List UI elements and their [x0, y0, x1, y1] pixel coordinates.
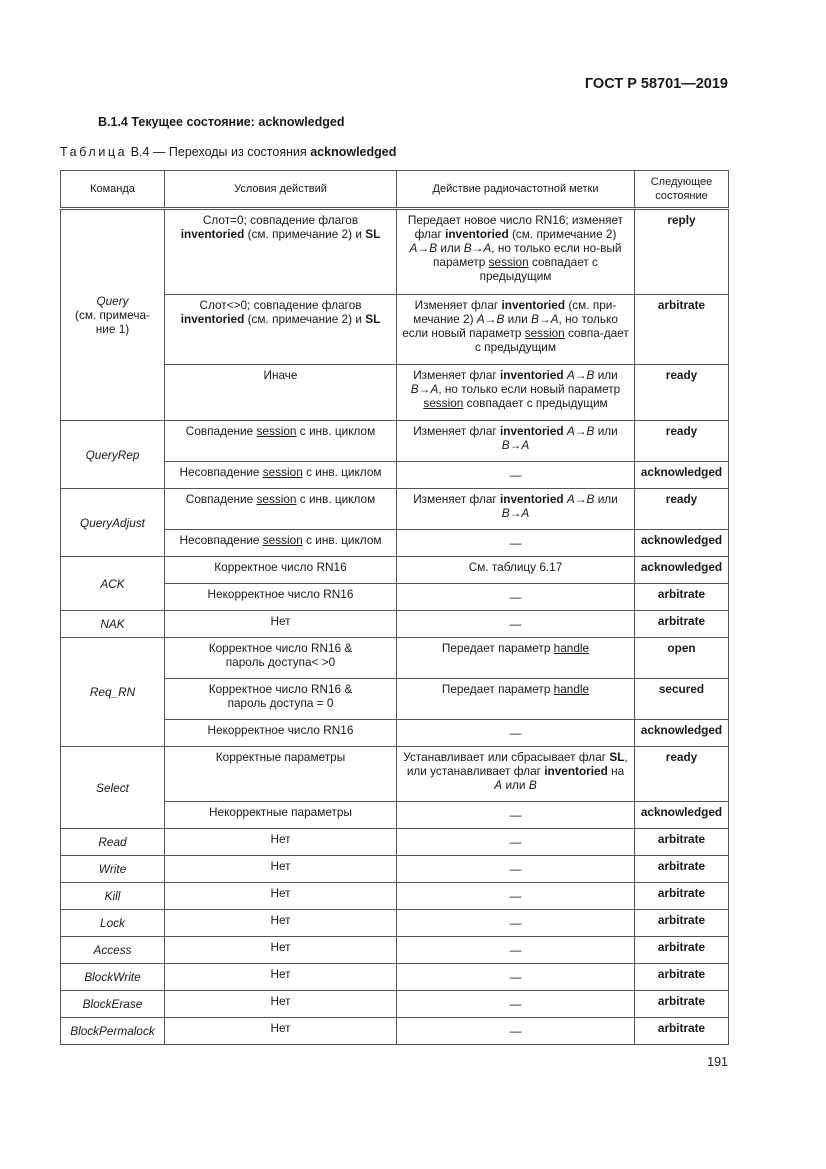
action-cell: —: [397, 910, 635, 937]
header-next-state: Следующее состояние: [635, 171, 729, 209]
next-state-cell: arbitrate: [635, 829, 729, 856]
condition-cell: Несовпадение session с инв. циклом: [165, 530, 397, 557]
condition-cell: Нет: [165, 910, 397, 937]
action-cell: Изменяет флаг inventoried A→B или B→A: [397, 421, 635, 462]
condition-cell: Слот<>0; совпадение флагов inventoried (см. примечание 2) и SL: [165, 295, 397, 365]
command-cell: Lock: [61, 910, 165, 937]
condition-cell: Нет: [165, 883, 397, 910]
command-cell: BlockPermalock: [61, 1018, 165, 1045]
action-cell: —: [397, 530, 635, 557]
condition-cell: Некорректное число RN16: [165, 720, 397, 747]
next-state-cell: secured: [635, 679, 729, 720]
next-state-cell: acknowledged: [635, 462, 729, 489]
section-title: В.1.4 Текущее состояние: acknowledged: [98, 115, 345, 129]
next-state-cell: acknowledged: [635, 530, 729, 557]
command-cell: Write: [61, 856, 165, 883]
next-state-cell: arbitrate: [635, 964, 729, 991]
action-cell: —: [397, 802, 635, 829]
condition-cell: Совпадение session с инв. циклом: [165, 489, 397, 530]
action-cell: —: [397, 883, 635, 910]
header-command: Команда: [61, 171, 165, 209]
action-cell: Передает параметр handle: [397, 679, 635, 720]
action-cell: —: [397, 937, 635, 964]
next-state-cell: arbitrate: [635, 295, 729, 365]
condition-cell: Слот=0; совпадение флагов inventoried (см. примечание 2) и SL: [165, 209, 397, 295]
condition-cell: Нет: [165, 964, 397, 991]
table-row: [61, 910, 729, 937]
table-row: [61, 829, 729, 856]
next-state-cell: ready: [635, 421, 729, 462]
condition-cell: Некорректное число RN16: [165, 584, 397, 611]
table-caption: [60, 145, 396, 159]
command-cell: Select: [61, 747, 165, 829]
transitions-table: [60, 170, 729, 1045]
caption-number: В.4 — Переходы из состояния: [130, 145, 311, 159]
next-state-cell: ready: [635, 365, 729, 421]
command-cell: BlockWrite: [61, 964, 165, 991]
condition-cell: Нет: [165, 991, 397, 1018]
standard-number: ГОСТ Р 58701—2019: [584, 76, 728, 92]
condition-cell: Иначе: [165, 365, 397, 421]
command-cell: ACK: [61, 557, 165, 611]
action-cell: —: [397, 584, 635, 611]
table-row: [61, 611, 729, 638]
command-cell: NAK: [61, 611, 165, 638]
table-row: [61, 937, 729, 964]
command-cell: BlockErase: [61, 991, 165, 1018]
table-row: [61, 883, 729, 910]
table-row: [61, 489, 729, 530]
next-state-cell: ready: [635, 747, 729, 802]
action-cell: —: [397, 991, 635, 1018]
condition-cell: Корректное число RN16 & пароль доступа< >0: [165, 638, 397, 679]
next-state-cell: arbitrate: [635, 937, 729, 964]
command-cell: Kill: [61, 883, 165, 910]
table-row: [61, 856, 729, 883]
condition-cell: Корректное число RN16: [165, 557, 397, 584]
condition-cell: Нет: [165, 856, 397, 883]
table-row: [61, 964, 729, 991]
action-cell: Передает параметр handle: [397, 638, 635, 679]
command-cell: QueryRep: [61, 421, 165, 489]
table-row: [61, 421, 729, 462]
table-row: [61, 991, 729, 1018]
next-state-cell: arbitrate: [635, 856, 729, 883]
action-cell: См. таблицу 6.17: [397, 557, 635, 584]
next-state-cell: ready: [635, 489, 729, 530]
table-row: [61, 747, 729, 802]
next-state-cell: open: [635, 638, 729, 679]
action-cell: Передает новое число RN16; изменяет флаг inventoried (см. примечание 2) A→B или B→A, но только если но-вый параметр session совпадает с предыдущим: [397, 209, 635, 295]
action-cell: Устанавливает или сбрасывает флаг SL, или устанавливает флаг inventoried на A или B: [397, 747, 635, 802]
command-cell: Read: [61, 829, 165, 856]
condition-cell: Корректные параметры: [165, 747, 397, 802]
action-cell: —: [397, 964, 635, 991]
next-state-cell: arbitrate: [635, 1018, 729, 1045]
command-cell: QueryAdjust: [61, 489, 165, 557]
next-state-cell: arbitrate: [635, 883, 729, 910]
next-state-cell: acknowledged: [635, 720, 729, 747]
next-state-cell: acknowledged: [635, 802, 729, 829]
action-cell: Изменяет флаг inventoried (см. при-мечание 2) A→B или B→A, но только если новый параметр session совпа-дает с предыдущим: [397, 295, 635, 365]
header-action: Действие радиочастотной метки: [397, 171, 635, 209]
action-cell: —: [397, 720, 635, 747]
condition-cell: Совпадение session с инв. циклом: [165, 421, 397, 462]
action-cell: —: [397, 462, 635, 489]
table-row: [61, 209, 729, 295]
action-cell: —: [397, 611, 635, 638]
table-row: [61, 557, 729, 584]
next-state-cell: arbitrate: [635, 611, 729, 638]
command-cell: Query (см. примеча-ние 1): [61, 209, 165, 421]
action-cell: Изменяет флаг inventoried A→B или B→A: [397, 489, 635, 530]
condition-cell: Корректное число RN16 & пароль доступа = 0: [165, 679, 397, 720]
action-cell: —: [397, 856, 635, 883]
action-cell: Изменяет флаг inventoried A→B или B→A, но только если новый параметр session совпадает с предыдущим: [397, 365, 635, 421]
next-state-cell: reply: [635, 209, 729, 295]
caption-label: Таблица: [60, 145, 128, 159]
action-cell: —: [397, 829, 635, 856]
page-number: 191: [707, 1055, 728, 1069]
header-conditions: Условия действий: [165, 171, 397, 209]
command-cell: Access: [61, 937, 165, 964]
condition-cell: Нет: [165, 937, 397, 964]
action-cell: —: [397, 1018, 635, 1045]
table-header-row: [61, 171, 729, 209]
next-state-cell: arbitrate: [635, 584, 729, 611]
condition-cell: Нет: [165, 1018, 397, 1045]
condition-cell: Нет: [165, 611, 397, 638]
next-state-cell: arbitrate: [635, 910, 729, 937]
condition-cell: Несовпадение session с инв. циклом: [165, 462, 397, 489]
table-row: [61, 1018, 729, 1045]
table-row: [61, 638, 729, 679]
condition-cell: Нет: [165, 829, 397, 856]
next-state-cell: acknowledged: [635, 557, 729, 584]
next-state-cell: arbitrate: [635, 991, 729, 1018]
command-cell: Req_RN: [61, 638, 165, 747]
caption-state: acknowledged: [310, 145, 397, 159]
condition-cell: Некорректные параметры: [165, 802, 397, 829]
